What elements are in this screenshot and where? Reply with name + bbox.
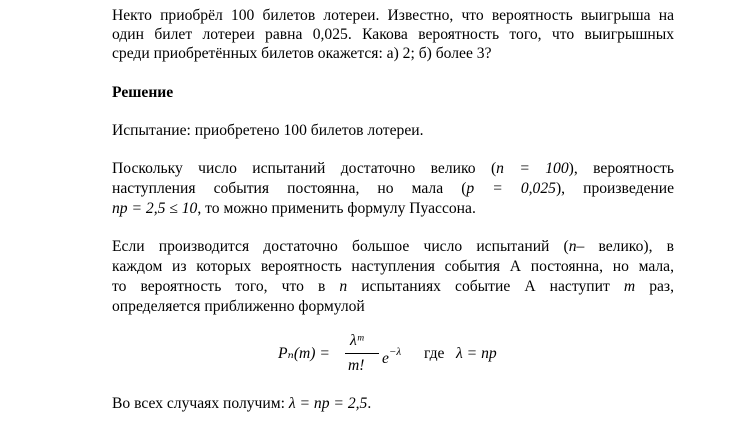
formula-exp <box>382 344 401 369</box>
formula-rhs: λ = np <box>456 345 497 362</box>
formula-where: где <box>424 345 445 362</box>
document-page <box>112 0 674 421</box>
trial-statement: Испытание: приобретено 100 билетов лотереи. <box>112 122 424 139</box>
para1-text: ), произведение <box>555 180 675 197</box>
para2-line-1 <box>112 237 674 257</box>
fraction-bar <box>345 353 379 354</box>
para2-text: – велико), в <box>576 238 674 255</box>
para2-text: то вероятность того, что в <box>112 278 340 295</box>
problem-line-2: один билет лотереи равна 0,025. Какова вероятность того, что выигрышных <box>112 26 674 43</box>
para1-text: ), вероятность <box>568 160 674 177</box>
math-m: m <box>623 278 636 295</box>
solution-heading: Решение <box>112 84 174 101</box>
formula-denominator: m! <box>348 357 365 374</box>
para2-text: испытаниях событие А наступит <box>347 278 624 295</box>
para1-text: наступления события постоянна, но мала ( <box>112 180 467 197</box>
formula-lhs: Pₙ(m) = <box>278 345 330 362</box>
para1-line-3 <box>112 199 476 219</box>
para1-line-2 <box>112 179 674 199</box>
para2-line-2: каждом из которых вероятность наступления события А постоянна, но мала, <box>112 258 674 275</box>
para1-text: Поскольку число испытаний достаточно велико ( <box>112 160 497 177</box>
math-n: n <box>568 238 577 255</box>
math-np-value: np = 2,5 ≤ 10 <box>112 200 198 217</box>
formula-exp-base: e <box>382 350 389 368</box>
poisson-formula <box>112 330 674 378</box>
conclusion-line <box>112 394 371 414</box>
para1-line-1 <box>112 159 674 179</box>
para2-line-3 <box>112 277 674 297</box>
math-p-value: p = 0,025 <box>466 180 556 197</box>
para2-line-4: определяется приближенно формулой <box>112 298 365 315</box>
para2-text: Если производится достаточно большое число испытаний ( <box>112 238 569 255</box>
problem-line-1: Некто приобрёл 100 билетов лотереи. Известно, что вероятность выигрыша на <box>112 7 674 24</box>
conclusion-end: . <box>367 395 372 412</box>
para1-text: , то можно применить формулу Пуассона. <box>197 200 476 217</box>
math-n-100: n = 100 <box>496 160 569 177</box>
para2-text: раз, <box>635 278 674 295</box>
formula-exp-power: −λ <box>388 346 402 358</box>
conclusion-text: Во всех случаях получим: <box>112 395 289 412</box>
formula-numerator: λᵐ <box>350 332 364 349</box>
math-lambda-value: λ = np = 2,5 <box>288 395 368 412</box>
problem-line-3: среди приобретённых билетов окажется: а) 2; б) более 3? <box>112 45 492 62</box>
math-n: n <box>339 278 348 295</box>
